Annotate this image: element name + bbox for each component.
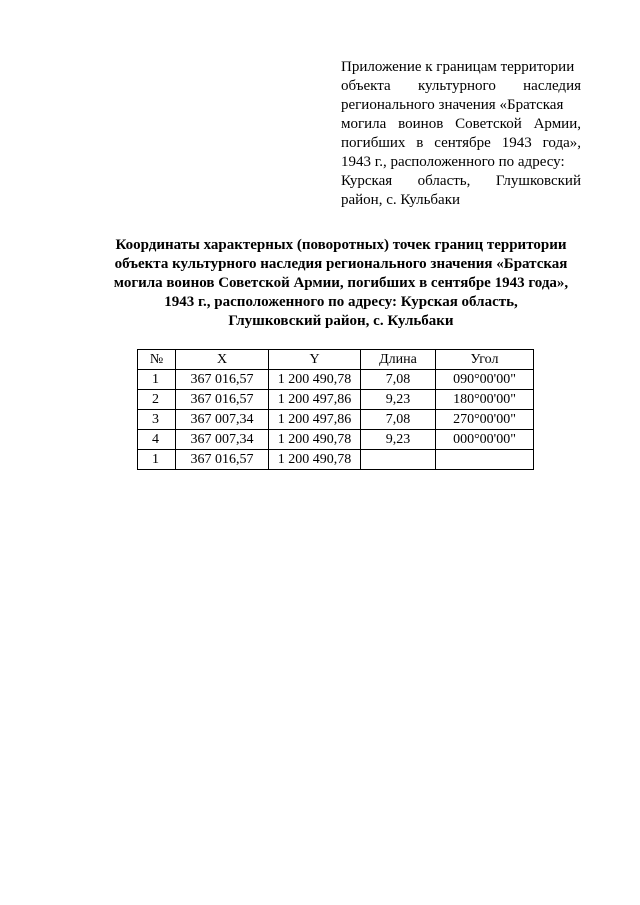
appendix-line: могила воинов Советской Армии,	[341, 116, 581, 132]
appendix-note	[341, 58, 581, 210]
table-row	[138, 370, 534, 390]
heading-line: могила воинов Советской Армии, погибших в сентябре 1943 года»,	[113, 275, 569, 291]
cell-length: 9,23	[361, 390, 436, 410]
header-number: №	[138, 350, 176, 370]
cell-number: 3	[138, 410, 176, 430]
cell-y: 1 200 497,86	[269, 390, 361, 410]
coordinates-table	[137, 349, 534, 470]
cell-number: 1	[138, 450, 176, 470]
table-row	[138, 390, 534, 410]
cell-length	[361, 450, 436, 470]
table-header-row	[138, 350, 534, 370]
cell-angle: 270°00'00"	[436, 410, 534, 430]
cell-angle: 090°00'00"	[436, 370, 534, 390]
appendix-line: объекта культурного наследия	[341, 78, 581, 94]
cell-x: 367 016,57	[176, 390, 269, 410]
cell-x: 367 007,34	[176, 410, 269, 430]
cell-length: 7,08	[361, 370, 436, 390]
cell-y: 1 200 497,86	[269, 410, 361, 430]
cell-x: 367 016,57	[176, 450, 269, 470]
heading-line: Глушковский район, с. Кульбаки	[228, 313, 454, 329]
cell-number: 4	[138, 430, 176, 450]
appendix-line: Приложение к границам территории	[341, 59, 575, 75]
heading-line: 1943 г., расположенного по адресу: Курская область,	[164, 294, 518, 310]
appendix-line: 1943 г., расположенного по адресу:	[341, 154, 565, 170]
cell-number: 2	[138, 390, 176, 410]
appendix-line: регионального значения «Братская	[341, 97, 564, 113]
cell-angle: 000°00'00"	[436, 430, 534, 450]
table-row	[138, 410, 534, 430]
header-y: Y	[269, 350, 361, 370]
appendix-line: Курская область, Глушковский	[341, 173, 581, 189]
header-length: Длина	[361, 350, 436, 370]
cell-x: 367 007,34	[176, 430, 269, 450]
cell-y: 1 200 490,78	[269, 430, 361, 450]
cell-angle	[436, 450, 534, 470]
table-row	[138, 450, 534, 470]
cell-number: 1	[138, 370, 176, 390]
cell-length: 9,23	[361, 430, 436, 450]
heading-line: объекта культурного наследия регионального значения «Братская	[114, 256, 568, 272]
appendix-line: район, с. Кульбаки	[341, 192, 461, 208]
header-x: X	[176, 350, 269, 370]
heading-line: Координаты характерных (поворотных) точек границ территории	[115, 237, 567, 253]
table-row	[138, 430, 534, 450]
header-angle: Угол	[436, 350, 534, 370]
cell-x: 367 016,57	[176, 370, 269, 390]
document-heading	[96, 236, 586, 331]
cell-y: 1 200 490,78	[269, 450, 361, 470]
cell-y: 1 200 490,78	[269, 370, 361, 390]
cell-angle: 180°00'00"	[436, 390, 534, 410]
appendix-line: погибших в сентябре 1943 года»,	[341, 135, 581, 151]
cell-length: 7,08	[361, 410, 436, 430]
